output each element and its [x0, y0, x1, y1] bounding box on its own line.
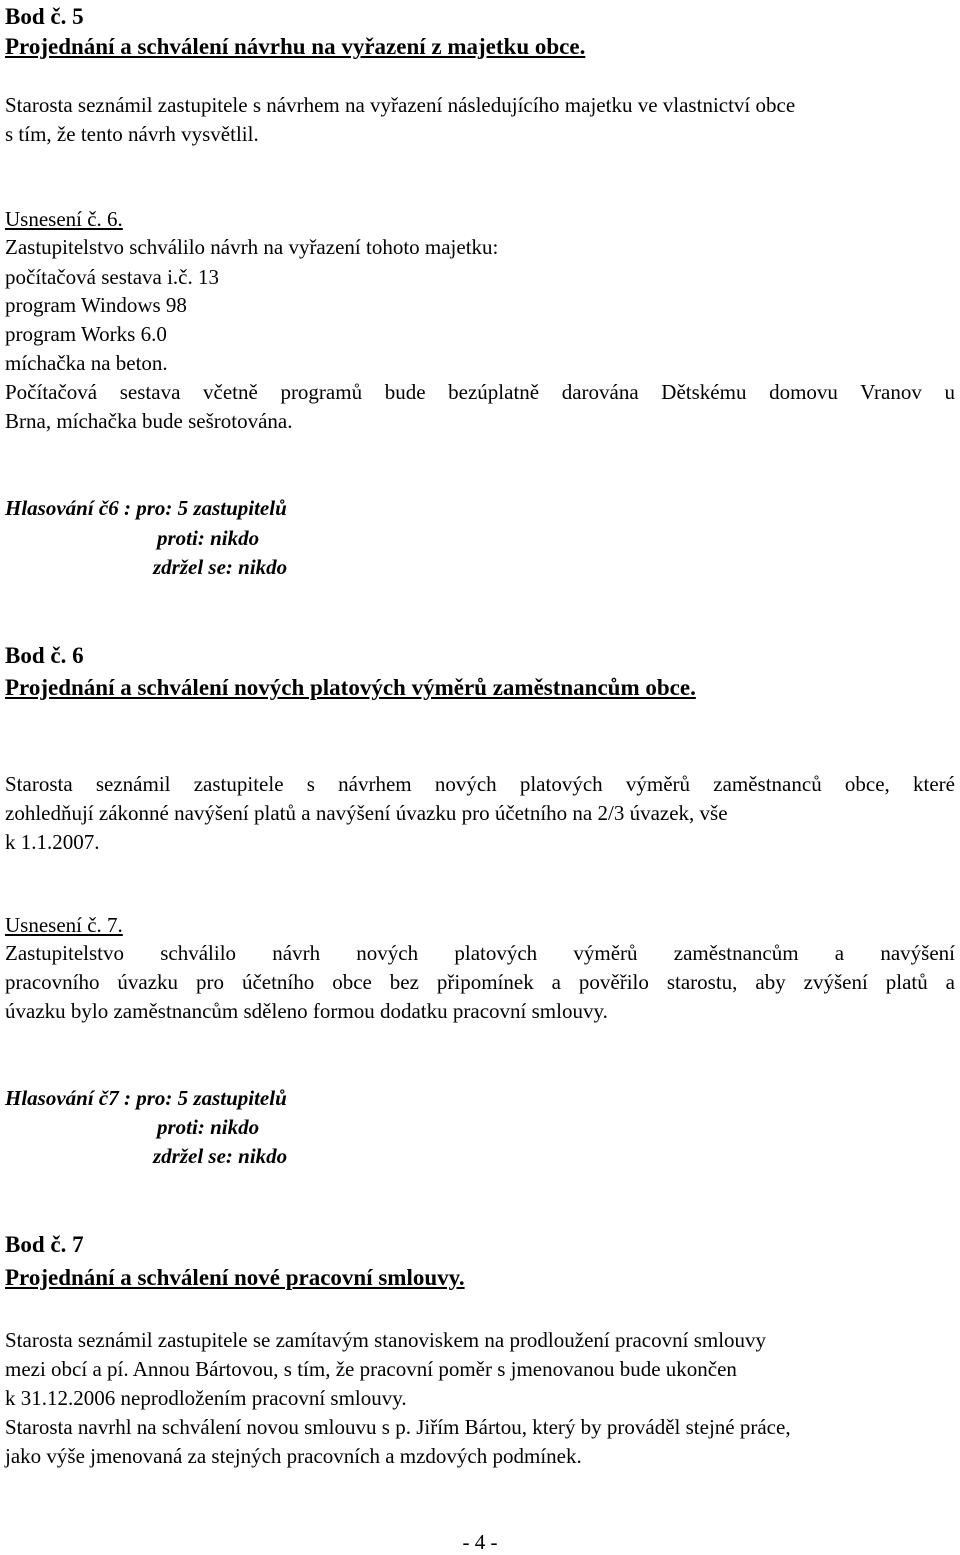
paragraph-line: Zastupitelstvo schválilo návrh na vyřazení tohoto majetku:: [5, 235, 499, 259]
list-item: program Works 6.0: [5, 322, 167, 346]
paragraph-line: Zastupitelstvo schválilo návrh nových platových výměrů zaměstnancům a navýšení: [5, 941, 955, 965]
item-title: Projednání a schválení nové pracovní smlouvy.: [5, 1265, 465, 1290]
list-item: počítačová sestava i.č. 13: [5, 265, 219, 289]
item-title: Projednání a schválení nových platových výměrů zaměstnancům obce.: [5, 675, 696, 700]
list-item: program Windows 98: [5, 293, 187, 317]
item-heading: Bod č. 6: [5, 643, 84, 668]
paragraph-line: Starosta seznámil zastupitele s návrhem nových platových výměrů zaměstnanců obce, které: [5, 772, 955, 796]
item-heading: Bod č. 5: [5, 4, 84, 29]
paragraph-line: Starosta navrhl na schválení novou smlouvu s p. Jiřím Bártou, který by prováděl stejné práce,: [5, 1415, 791, 1439]
vote-line: proti: nikdo: [157, 526, 260, 550]
vote-line: proti: nikdo: [157, 1115, 260, 1139]
vote-line: zdržel se: nikdo: [153, 555, 288, 579]
paragraph-line: zohledňují zákonné navýšení platů a navýšení úvazku pro účetního na 2/3 úvazek, vše: [5, 801, 728, 825]
item-heading: Bod č. 7: [5, 1232, 84, 1257]
resolution-label: Usnesení č. 6.: [5, 207, 123, 231]
vote-line: zdržel se: nikdo: [153, 1144, 288, 1168]
paragraph-line: úvazku bylo zaměstnancům sděleno formou dodatku pracovní smlouvy.: [5, 999, 608, 1023]
paragraph-line: k 1.1.2007.: [5, 830, 100, 854]
page-number: - 4 -: [462, 1530, 498, 1554]
paragraph-line: Brna, míchačka bude sešrotována.: [5, 409, 293, 433]
paragraph-line: s tím, že tento návrh vysvětlil.: [5, 122, 259, 146]
paragraph-line: pracovního úvazku pro účetního obce bez připomínek a pověřilo starostu, aby zvýšení platů a: [5, 970, 955, 994]
vote-line: Hlasování č7 : pro: 5 zastupitelů: [5, 1086, 287, 1110]
paragraph-line: Starosta seznámil zastupitele s návrhem na vyřazení následujícího majetku ve vlastnictví obce: [5, 93, 796, 117]
paragraph-line: Počítačová sestava včetně programů bude bezúplatně darována Dětskému domovu Vranov u: [5, 380, 955, 404]
paragraph-line: mezi obcí a pí. Annou Bártovou, s tím, že pracovní poměr s jmenovanou bude ukončen: [5, 1357, 737, 1381]
resolution-label: Usnesení č. 7.: [5, 913, 123, 937]
item-title: Projednání a schválení návrhu na vyřazení z majetku obce.: [5, 34, 586, 59]
paragraph-line: Starosta seznámil zastupitele se zamítavým stanoviskem na prodloužení pracovní smlouvy: [5, 1328, 767, 1352]
list-item: míchačka na beton.: [5, 351, 168, 375]
paragraph-line: jako výše jmenovaná za stejných pracovních a mzdových podmínek.: [5, 1444, 582, 1468]
vote-line: Hlasování č6 : pro: 5 zastupitelů: [5, 496, 287, 520]
paragraph-line: k 31.12.2006 neprodložením pracovní smlouvy.: [5, 1386, 407, 1410]
